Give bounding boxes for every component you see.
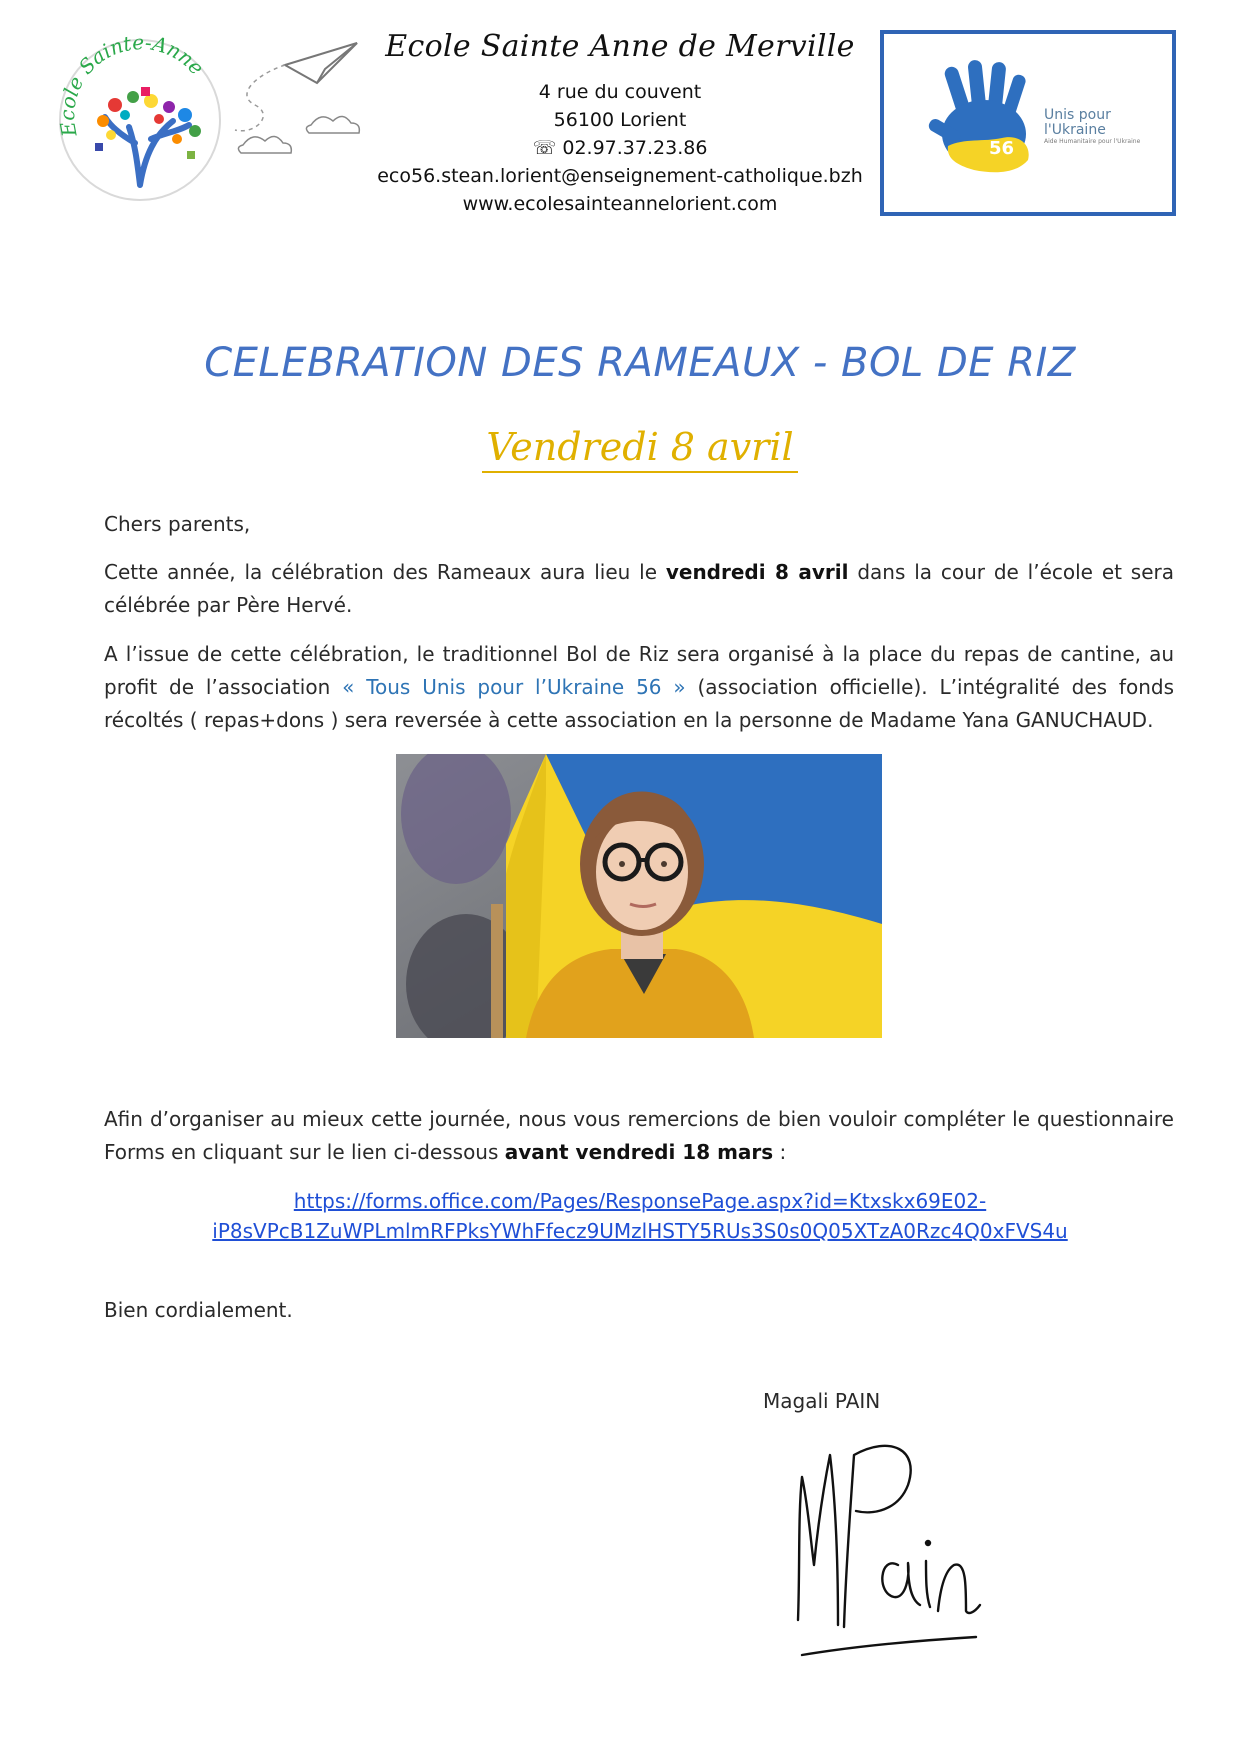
email-address: eco56.stean.lorient@enseignement-catholique.bzh xyxy=(377,165,863,187)
paragraph-text: dans la cour de l’école et sera célébrée par Père Hervé. xyxy=(104,560,1174,617)
association-name: « Tous Unis pour l’Ukraine 56 » xyxy=(342,675,686,699)
link-line-1[interactable]: https://forms.office.com/Pages/ResponsePage.aspx?id=Ktxskx69E02- xyxy=(293,1189,987,1213)
paragraph-text: Cette année, la célébration des Rameaux aura lieu le xyxy=(104,560,666,584)
school-name: Ecole Sainte Anne de Merville xyxy=(385,29,855,64)
letterhead xyxy=(370,25,870,218)
event-date-text: Vendredi 8 avril xyxy=(482,425,797,473)
deadline-highlight: avant vendredi 18 mars xyxy=(504,1140,774,1164)
address-street: 4 rue du couvent xyxy=(538,81,702,103)
phone-number: ☏ 02.97.37.23.86 xyxy=(532,137,708,159)
school-logo xyxy=(55,35,365,205)
address-city: 56100 Lorient xyxy=(553,109,687,131)
event-date-highlight: vendredi 8 avril xyxy=(665,560,849,584)
closing-salutation: Bien cordialement. xyxy=(104,1298,293,1322)
school-logo-text: Ecole Sainte-Anne xyxy=(55,35,210,139)
paragraph-text: A l’issue de cette célébration, le traditionnel Bol de Riz sera organisé à la place du repas de cantine, au profit de l’association xyxy=(104,642,1174,699)
document-title: CELEBRATION DES RAMEAUX - BOL DE RIZ xyxy=(204,340,1076,386)
website-address: www.ecolesainteannelorient.com xyxy=(462,193,778,215)
paragraph-bol-de-riz xyxy=(104,638,1174,737)
paragraph-text: Afin d’organiser au mieux cette journée, nous vous remercions de bien vouloir compléter le questionnaire Forms en cliquant sur le lien ci-dessous xyxy=(104,1107,1174,1164)
event-date-heading xyxy=(0,425,1240,469)
ukraine-association-logo xyxy=(880,30,1176,216)
paragraph-text: : xyxy=(773,1140,787,1164)
ukraine-logo-title: Unis pour l'Ukraine xyxy=(1044,107,1111,138)
handwritten-signature xyxy=(780,1415,990,1660)
paragraph-celebration xyxy=(104,556,1174,622)
link-line-2[interactable]: iP8sVPcB1ZuWPLmlmRFPksYWhFfecz9UMzlHSTY5RUs3S0s0Q05XTzA0Rzc4Q0xFVS4u xyxy=(212,1219,1068,1243)
ukraine-logo-subtitle: Aide Humanitaire pour l'Ukraine xyxy=(1044,138,1141,145)
signatory-name: Magali PAIN xyxy=(763,1389,881,1413)
greeting: Chers parents, xyxy=(104,512,251,536)
forms-questionnaire-link[interactable] xyxy=(200,1186,1080,1246)
paragraph-questionnaire xyxy=(104,1103,1174,1169)
paragraph-text: (association officielle). L’intégralité des fonds récoltés ( repas+dons ) sera reversée à cette association en la personne de Madame Yana GANUCHAUD. xyxy=(104,675,1174,732)
ukraine-logo-number: 56 xyxy=(989,138,1015,159)
photo-woman-ukraine-flag xyxy=(396,754,882,1038)
